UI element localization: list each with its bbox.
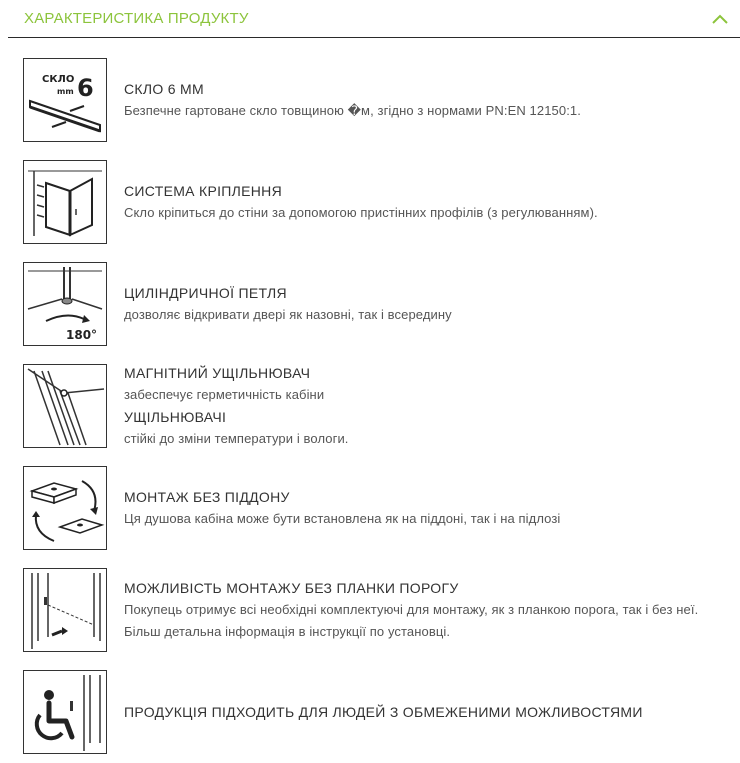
- feature-title: ЦИЛІНДРИЧНОЇ ПЕТЛЯ: [124, 285, 287, 301]
- feature-subdescription: стійкі до зміни температури і вологи.: [124, 431, 349, 446]
- feature-title: СКЛО 6 ММ: [124, 81, 204, 97]
- feature-description: Безпечне гартоване скло товщиною �м, згідно з нормами PN:EN 12150:1.: [124, 103, 581, 118]
- tray-floor-icon: [23, 466, 107, 550]
- feature-hinge: [23, 262, 740, 348]
- feature-no-tray: [23, 466, 740, 552]
- section-title: ХАРАКТЕРИСТИКА ПРОДУКТУ: [24, 10, 249, 27]
- icon-unit-text: mm: [57, 87, 74, 96]
- feature-title: СИСТЕМА КРІПЛЕННЯ: [124, 183, 282, 199]
- feature-title: ПРОДУКЦІЯ ПІДХОДИТЬ ДЛЯ ЛЮДЕЙ З ОБМЕЖЕНИМИ МОЖЛИВОСТЯМИ: [124, 704, 643, 720]
- feature-glass: [23, 58, 740, 144]
- icon-degree-text: 180°: [66, 328, 98, 342]
- feature-accessibility: [23, 670, 740, 756]
- feature-mounting: [23, 160, 740, 246]
- no-threshold-icon: [23, 568, 107, 652]
- wheelchair-icon: [23, 670, 107, 754]
- icon-value-text: 6: [77, 74, 94, 102]
- feature-seal: [23, 364, 740, 450]
- feature-subtitle: УЩІЛЬНЮВАЧІ: [124, 409, 227, 425]
- hinge-180-icon: [23, 262, 107, 346]
- feature-description: Покупець отримує всі необхідні комплектуючі для монтажу, як з планкою порога, так і без неї. Більш детальна інформація в інструкції по установці.: [124, 602, 699, 639]
- icon-label-text: СКЛО: [42, 74, 75, 85]
- feature-description: забеспечує герметичність кабіни: [124, 387, 325, 402]
- feature-description: Скло кріпиться до стіни за допомогою пристінних профілів (з регулюванням).: [124, 205, 598, 220]
- feature-title: МАГНІТНИЙ УЩІЛЬНЮВАЧ: [124, 365, 311, 381]
- feature-no-threshold: [23, 568, 740, 654]
- magnetic-seal-icon: [23, 364, 107, 448]
- feature-description: Ця душова кабіна може бути встановлена як на піддоні, так і на підлозі: [124, 511, 561, 526]
- glass-thickness-icon: [23, 58, 107, 142]
- feature-title: МОНТАЖ БЕЗ ПІДДОНУ: [124, 489, 290, 505]
- chevron-up-icon[interactable]: [700, 0, 740, 38]
- section-header[interactable]: [8, 0, 740, 38]
- feature-title: МОЖЛИВІСТЬ МОНТАЖУ БЕЗ ПЛАНКИ ПОРОГУ: [124, 580, 459, 596]
- wall-mounting-icon: [23, 160, 107, 244]
- feature-description: дозволяє відкривати двері як назовні, так і всередину: [124, 307, 452, 322]
